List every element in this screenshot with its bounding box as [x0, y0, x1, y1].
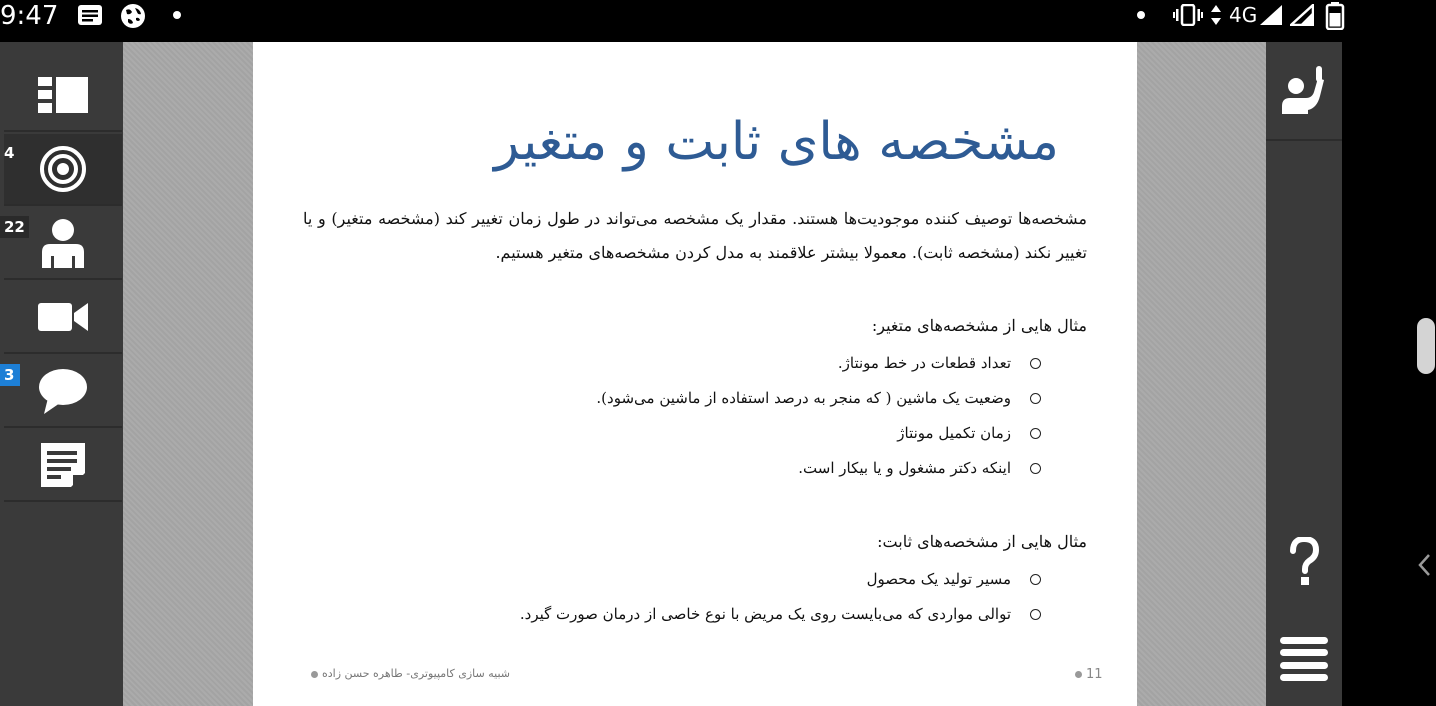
menu-icon	[1280, 635, 1328, 683]
layout-icon	[38, 77, 88, 113]
raise-hand-icon	[1280, 64, 1328, 116]
bullet-circle-icon	[1030, 358, 1041, 369]
sidebar-item-video[interactable]	[4, 282, 122, 354]
menu-button[interactable]	[1266, 630, 1342, 688]
clock: 9:47	[0, 1, 59, 31]
signal-icon	[1290, 4, 1314, 26]
chat-badge: 3	[0, 364, 20, 386]
scrollbar-thumb[interactable]	[1417, 318, 1435, 374]
sidebar-item-polling[interactable]	[4, 134, 122, 206]
list-item: اینکه دکتر مشغول و یا بیکار است.	[596, 451, 1041, 486]
fixed-examples-list	[520, 562, 1041, 632]
globe-icon	[118, 2, 148, 30]
slide-footer-author: شبیه سازی کامپیوتری- طاهره حسن زاده	[307, 667, 510, 680]
bullet-circle-icon	[1030, 428, 1041, 439]
divider	[1266, 139, 1342, 141]
edge-panel	[1342, 42, 1436, 706]
signal-icon	[1259, 4, 1283, 26]
network-type: 4G	[1229, 3, 1258, 27]
sidebar-item-layout[interactable]	[4, 60, 122, 132]
footer-dot-icon	[1075, 671, 1082, 678]
notification-dot	[173, 11, 181, 19]
list-item: توالی مواردی که می‌بایست روی یک مریض با نوع خاصی از درمان صورت گیرد.	[520, 597, 1041, 632]
question-icon	[1289, 537, 1319, 587]
battery-icon	[1325, 2, 1345, 30]
sidebar-item-chat[interactable]	[4, 356, 122, 428]
variable-examples-heading: مثال هایی از مشخصه‌های متغیر:	[871, 316, 1087, 335]
list-item: زمان تکمیل مونتاژ	[596, 416, 1041, 451]
polling-badge: 4	[4, 144, 15, 162]
list-item: مسیر تولید یک محصول	[520, 562, 1041, 597]
help-button[interactable]	[1266, 532, 1342, 592]
chat-bubble-icon	[38, 368, 88, 414]
bullet-circle-icon	[1030, 574, 1041, 585]
target-icon	[39, 145, 87, 193]
vibrate-icon	[1173, 4, 1203, 26]
notification-dot	[1137, 11, 1145, 19]
user-icon	[40, 218, 86, 268]
camera-icon	[38, 301, 88, 333]
chevron-left-icon[interactable]	[1417, 553, 1431, 577]
raise-hand-button[interactable]	[1266, 60, 1342, 120]
slide-page-number: 11	[1071, 667, 1103, 682]
left-sidebar	[0, 42, 123, 706]
notes-icon	[39, 441, 87, 489]
bullet-circle-icon	[1030, 609, 1041, 620]
data-arrows-icon	[1210, 4, 1222, 26]
fixed-examples-heading: مثال هایی از مشخصه‌های ثابت:	[877, 532, 1087, 551]
sidebar-item-notes[interactable]	[4, 430, 122, 502]
status-bar	[0, 0, 1436, 42]
sidebar-item-participants[interactable]	[4, 208, 122, 280]
bullet-circle-icon	[1030, 393, 1041, 404]
message-icon	[77, 4, 103, 26]
right-sidebar	[1266, 42, 1342, 706]
list-item: تعداد قطعات در خط مونتاژ.	[596, 346, 1041, 381]
participants-badge: 22	[0, 216, 29, 238]
slide	[253, 42, 1137, 706]
list-item: وضعیت یک ماشین ( که منجر به درصد استفاده از ماشین می‌شود).	[596, 381, 1041, 416]
slide-paragraph: مشخصه‌ها توصیف کننده موجودیت‌ها هستند. مقدار یک مشخصه می‌تواند در طول زمان تغییر کند (مشخصه متغیر) و یا تغییر نکند (مشخصه ثابت). معمولا بیشتر علاقمند به مدل کردن مشخصه‌های متغیر هستیم.	[303, 209, 1087, 262]
footer-dot-icon	[311, 671, 318, 678]
presentation-area	[123, 42, 1266, 706]
slide-title: مشخصه های ثابت و متغیر	[494, 112, 1059, 172]
bullet-circle-icon	[1030, 463, 1041, 474]
variable-examples-list	[596, 346, 1041, 486]
